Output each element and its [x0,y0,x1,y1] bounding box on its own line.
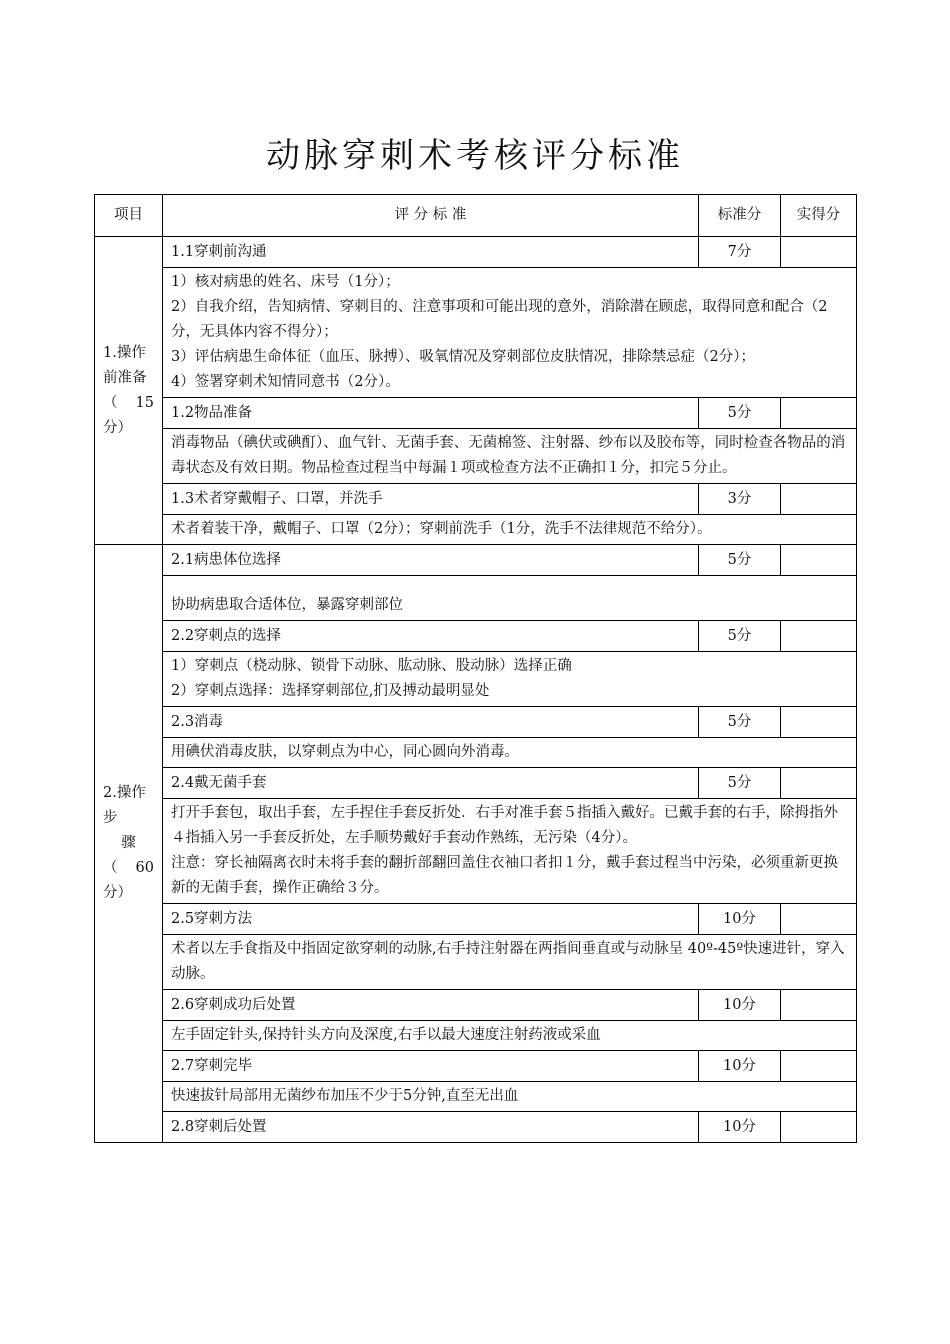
item-title: 2.7穿刺完毕 [163,1051,699,1082]
actual-score-cell[interactable] [781,904,857,935]
table-row [95,707,857,738]
item-title: 2.4戴无菌手套 [163,768,699,799]
standard-score: 5分 [699,621,781,652]
item-detail: 协助病患取合适体位，暴露穿刺部位 [163,576,857,621]
item-detail: 打开手套包，取出手套，左手捏住手套反折处．右手对准手套５指插入戴好。已戴手套的右手，除拇指外４指插入另一手套反折处，左手顺势戴好手套动作熟练，无污染（4分）。 注意：穿长袖隔离衣时未将手套的翻折部翻回盖住衣袖口者扣１分，戴手套过程当中污染，必须重新更换新的无菌手套，操作正确给３分。 [163,799,857,904]
header-item: 项目 [95,195,163,237]
standard-score: 7分 [699,237,781,268]
item-detail: 用碘伏消毒皮肤，以穿刺点为中心，同心圆向外消毒。 [163,738,857,768]
standard-score: 10分 [699,904,781,935]
scoring-table [94,194,857,1143]
table-row [95,268,857,398]
item-detail: 消毒物品（碘伏或碘酊）、血气针、无菌手套、无菌棉签、注射器、纱布以及胶布等，同时检查各物品的消毒状态及有效日期。物品检查过程当中每漏１项或检查方法不正确扣１分，扣完５分止。 [163,429,857,484]
table-row [95,484,857,515]
actual-score-cell[interactable] [781,237,857,268]
table-row [95,799,857,904]
item-detail: 术者着装干净，戴帽子、口罩（2分）；穿刺前洗手（1分，洗手不法律规范不给分）。 [163,515,857,545]
actual-score-cell[interactable] [781,990,857,1021]
section2-label: 2.操作步 骤 （ 60 分） [95,545,163,1143]
item-title: 2.8穿刺后处置 [163,1112,699,1143]
table-row [95,904,857,935]
standard-score: 5分 [699,768,781,799]
actual-score-cell[interactable] [781,1112,857,1143]
actual-score-cell[interactable] [781,398,857,429]
table-row [95,429,857,484]
item-title: 1.1穿刺前沟通 [163,237,699,268]
standard-score: 5分 [699,545,781,576]
standard-score: 10分 [699,1051,781,1082]
table-row [95,738,857,768]
standard-score: 10分 [699,990,781,1021]
item-title: 1.3术者穿戴帽子、口罩，并洗手 [163,484,699,515]
item-detail: 术者以左手食指及中指固定欲穿刺的动脉,右手持注射器在两指间垂直或与动脉呈 40º-45º快速进针，穿入动脉。 [163,935,857,990]
table-row [95,545,857,576]
actual-score-cell[interactable] [781,545,857,576]
item-detail: 左手固定针头,保持针头方向及深度,右手以最大速度注射药液或采血 [163,1021,857,1051]
actual-score-cell[interactable] [781,1051,857,1082]
actual-score-cell[interactable] [781,768,857,799]
item-title: 2.5穿刺方法 [163,904,699,935]
item-detail: 1）穿刺点（桡动脉、锁骨下动脉、肱动脉、股动脉）选择正确 2）穿刺点选择：选择穿刺部位,扪及搏动最明显处 [163,652,857,707]
item-title: 2.6穿刺成功后处置 [163,990,699,1021]
table-row [95,621,857,652]
table-row [95,768,857,799]
standard-score: 5分 [699,398,781,429]
header-actual: 实得分 [781,195,857,237]
item-detail: 快速拔针局部用无菌纱布加压不少于5分钟,直至无出血 [163,1082,857,1112]
table-row [95,237,857,268]
standard-score: 5分 [699,707,781,738]
table-row [95,398,857,429]
actual-score-cell[interactable] [781,484,857,515]
actual-score-cell[interactable] [781,621,857,652]
item-title: 2.2穿刺点的选择 [163,621,699,652]
table-row [95,515,857,545]
item-title: 1.2物品准备 [163,398,699,429]
section1-label: 1.操作 前准备 （ 15 分） [95,237,163,545]
table-row [95,990,857,1021]
table-row [95,1082,857,1112]
header-criteria: 评 分 标 准 [163,195,699,237]
table-row [95,1051,857,1082]
standard-score: 10分 [699,1112,781,1143]
page-title: 动脉穿刺术考核评分标准 [266,136,684,176]
actual-score-cell[interactable] [781,707,857,738]
table-row [95,935,857,990]
item-title: 2.1病患体位选择 [163,545,699,576]
table-row [95,652,857,707]
standard-score: 3分 [699,484,781,515]
table-row [95,576,857,621]
table-header-row [95,195,857,237]
table-row [95,1021,857,1051]
header-standard: 标准分 [699,195,781,237]
item-title: 2.3消毒 [163,707,699,738]
table-row [95,1112,857,1143]
item-detail: 1）核对病患的姓名、床号（1分）； 2）自我介绍，告知病情、穿刺目的、注意事项和可能出现的意外，消除潜在顾虑，取得同意和配合（2分，无具体内容不得分）； 3）评估病患生命体征（血压、脉搏）、吸氧情况及穿刺部位皮肤情况，排除禁忌症（2分）； 4）签署穿刺术知情同意书（2分）。 [163,268,857,398]
